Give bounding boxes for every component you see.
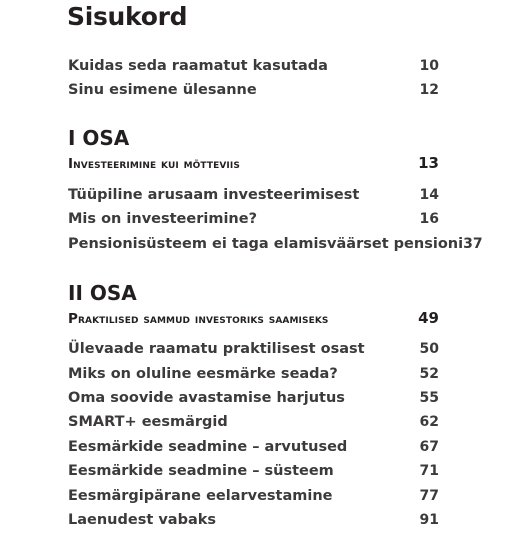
toc-entry <box>68 187 439 207</box>
toc-entry-label: Eesmärkide seadmine – arvutused <box>68 439 348 455</box>
toc-entry-label: Ülevaade raamatu praktilisest osast <box>68 341 365 357</box>
toc-entry <box>68 366 439 386</box>
toc-entry-label: Sinu esimene ülesanne <box>68 82 257 98</box>
toc-entry-label: SMART+ eesmärgid <box>68 414 228 430</box>
toc-entry-page: 52 <box>419 366 439 382</box>
toc-chapter-label: Investeerimine kui mõtteviis <box>68 156 240 172</box>
toc-entry-label: Miks on oluline eesmärke seada? <box>68 366 338 382</box>
toc-entry-page: 10 <box>419 58 439 74</box>
toc-entry-label: Oma soovide avastamise harjutus <box>68 390 345 406</box>
toc-entry-page: 91 <box>419 512 439 528</box>
toc-entry-label: Pensionisüsteem ei taga elamisväärset pensioni <box>68 236 464 252</box>
toc-entry-page: 14 <box>419 187 439 203</box>
toc-chapter <box>68 309 439 331</box>
toc-entry-label: Mis on investeerimine? <box>68 211 257 227</box>
toc-entry <box>68 512 439 532</box>
toc-chapter-page: 13 <box>418 154 439 172</box>
toc-entry-page: 50 <box>419 341 439 357</box>
toc-entry <box>68 463 439 483</box>
toc-chapter-page: 49 <box>418 309 439 327</box>
toc-entry-page: 37 <box>463 236 483 252</box>
toc-entry-label: Tüüpiline arusaam investeerimisest <box>68 187 360 203</box>
part-heading: II OSA <box>68 281 137 305</box>
toc-entry-page: 77 <box>419 488 439 504</box>
toc-entry <box>68 82 439 102</box>
toc-entry-page: 55 <box>419 390 439 406</box>
page-title: Sisukord <box>67 2 188 31</box>
toc-entry <box>68 58 439 78</box>
toc-entry-page: 16 <box>419 211 439 227</box>
toc-entry <box>68 439 439 459</box>
toc-entry <box>68 488 439 508</box>
toc-entry <box>68 390 439 410</box>
toc-entry <box>68 341 439 361</box>
toc-entry-label: Eesmärgipärane eelarvestamine <box>68 488 333 504</box>
toc-entry <box>68 236 483 256</box>
toc-chapter <box>68 154 439 176</box>
toc-entry-page: 67 <box>419 439 439 455</box>
toc-entry-page: 12 <box>419 82 439 98</box>
toc-entry-label: Kuidas seda raamatut kasutada <box>68 58 328 74</box>
toc-chapter-label: Praktilised sammud investoriks saamiseks <box>68 311 329 327</box>
toc-entry <box>68 414 439 434</box>
part-heading: I OSA <box>68 126 130 150</box>
toc-entry-label: Eesmärkide seadmine – süsteem <box>68 463 334 479</box>
toc-entry-page: 62 <box>419 414 439 430</box>
toc-entry <box>68 211 439 231</box>
toc-entry-page: 71 <box>419 463 439 479</box>
toc-entry-label: Laenudest vabaks <box>68 512 217 528</box>
